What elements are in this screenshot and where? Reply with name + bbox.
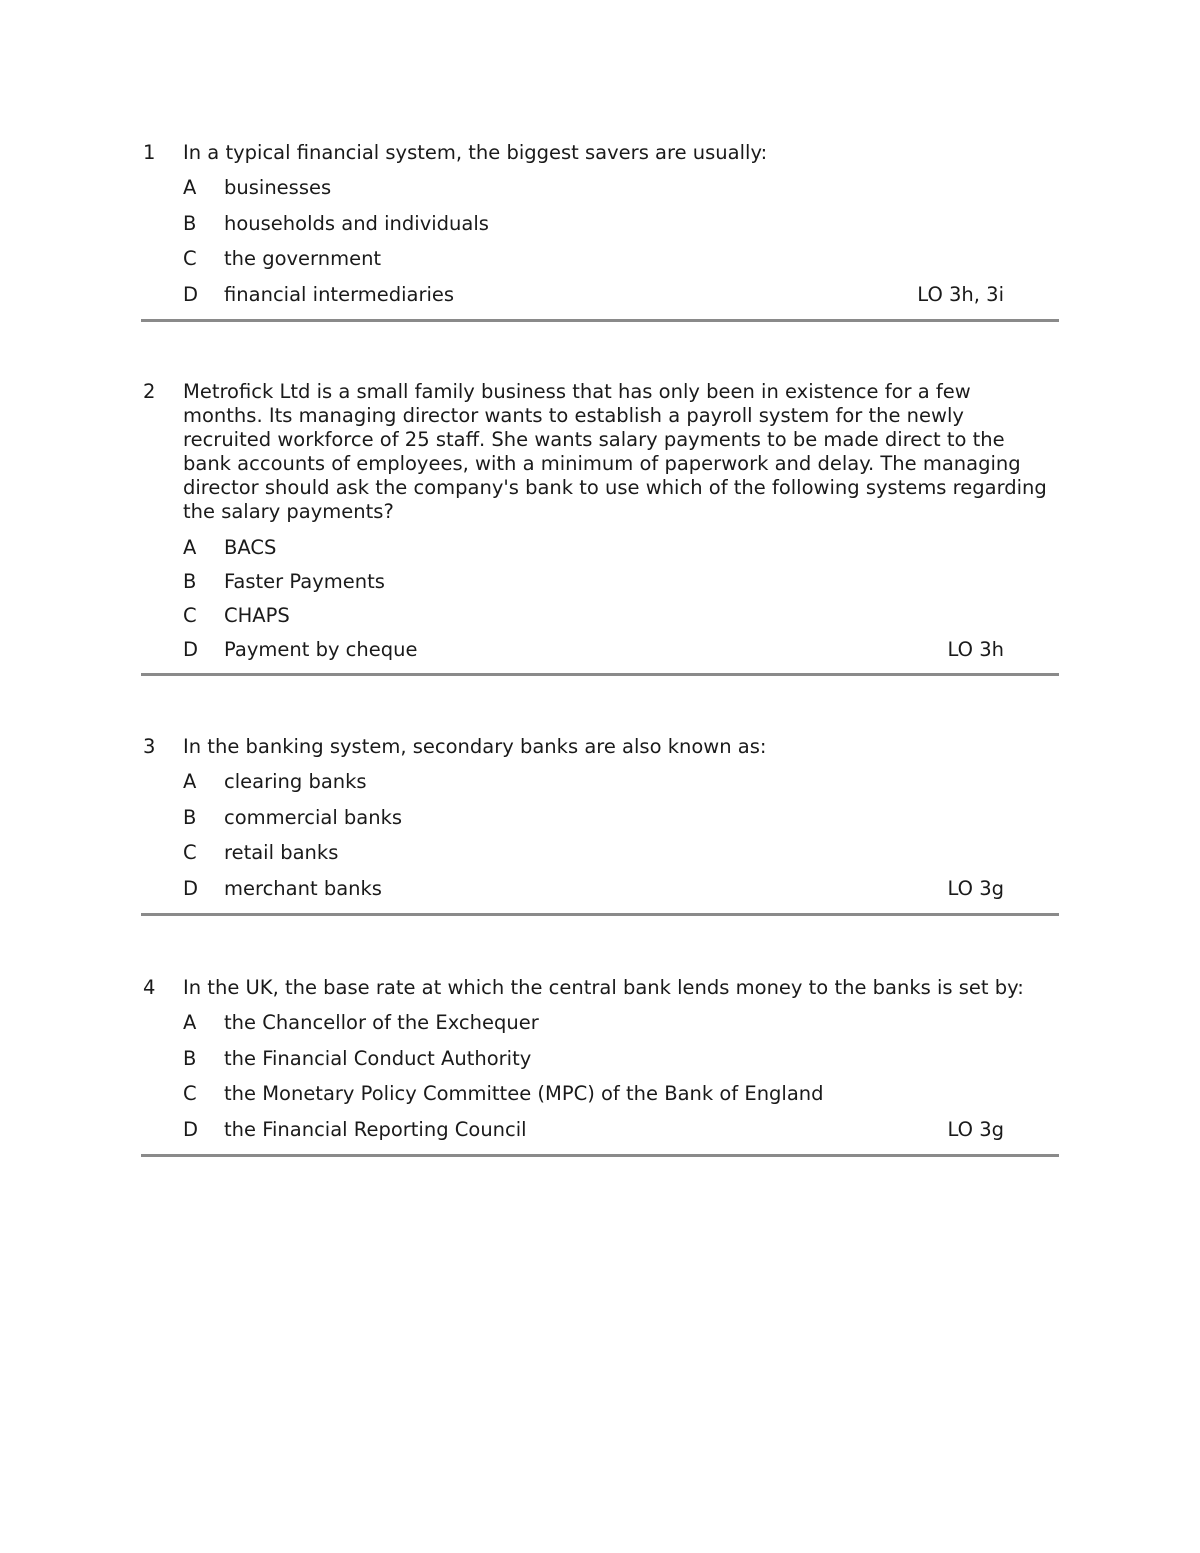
options-list bbox=[141, 1011, 1059, 1142]
option-letter: D bbox=[183, 1117, 199, 1141]
option-b bbox=[141, 570, 1059, 594]
question-number: 1 bbox=[143, 141, 156, 164]
options-list bbox=[141, 536, 1059, 662]
section-divider bbox=[141, 319, 1059, 322]
option-letter: C bbox=[183, 1082, 197, 1105]
option-text: clearing banks bbox=[224, 770, 367, 793]
question-stem bbox=[141, 976, 1059, 1000]
question-3 bbox=[141, 735, 1059, 901]
options-list bbox=[141, 176, 1059, 307]
option-d bbox=[141, 1118, 1059, 1142]
learning-outcome-ref: LO 3h bbox=[947, 638, 1004, 661]
option-c bbox=[141, 1082, 1059, 1106]
option-text: commercial banks bbox=[224, 805, 403, 829]
option-text: Payment by cheque bbox=[224, 638, 418, 661]
option-d bbox=[141, 638, 1059, 662]
option-letter: A bbox=[183, 770, 197, 793]
option-b bbox=[141, 212, 1059, 236]
option-text: retail banks bbox=[224, 841, 339, 864]
option-a bbox=[141, 176, 1059, 200]
question-stem bbox=[141, 380, 1059, 524]
option-letter: D bbox=[183, 876, 199, 900]
option-text: the Monetary Policy Committee (MPC) of the Bank of England bbox=[224, 1082, 824, 1105]
option-text: the Financial Conduct Authority bbox=[224, 1046, 532, 1070]
option-letter: A bbox=[183, 176, 197, 199]
question-text: In a typical financial system, the biggest savers are usually: bbox=[183, 141, 768, 164]
option-b bbox=[141, 806, 1059, 830]
question-number: 3 bbox=[143, 735, 156, 758]
option-letter: C bbox=[183, 247, 197, 270]
option-letter: B bbox=[183, 570, 197, 593]
option-c bbox=[141, 247, 1059, 271]
option-text: financial intermediaries bbox=[224, 282, 455, 306]
option-letter: A bbox=[183, 1011, 197, 1034]
question-text: Metrofick Ltd is a small family business that has only been in existence for a few months. Its managing director wants to establish a payroll system for the newly recruited workforce of 25 staff. She wants salary payments to be made direct to the bank accounts of employees, with a minimum of paperwork and delay. The managing director should ask the company's bank to use which of the following systems regarding the salary payments? bbox=[183, 380, 1047, 523]
option-a bbox=[141, 536, 1059, 560]
learning-outcome-ref: LO 3h, 3i bbox=[917, 282, 1004, 306]
question-number: 4 bbox=[143, 976, 156, 999]
option-text: merchant banks bbox=[224, 876, 382, 900]
question-4 bbox=[141, 976, 1059, 1142]
option-text: BACS bbox=[224, 536, 277, 559]
options-list bbox=[141, 770, 1059, 901]
option-a bbox=[141, 1011, 1059, 1035]
option-text: households and individuals bbox=[224, 211, 489, 235]
option-d bbox=[141, 283, 1059, 307]
learning-outcome-ref: LO 3g bbox=[947, 1117, 1004, 1141]
option-text: businesses bbox=[224, 176, 332, 199]
option-letter: C bbox=[183, 604, 197, 627]
option-text: the Financial Reporting Council bbox=[224, 1117, 527, 1141]
question-stem bbox=[141, 735, 1059, 759]
option-letter: B bbox=[183, 1046, 197, 1070]
option-letter: C bbox=[183, 841, 197, 864]
question-text: In the UK, the base rate at which the central bank lends money to the banks is set by: bbox=[183, 976, 1024, 999]
option-b bbox=[141, 1047, 1059, 1071]
question-text: In the banking system, secondary banks are also known as: bbox=[183, 735, 767, 758]
option-a bbox=[141, 770, 1059, 794]
option-text: the Chancellor of the Exchequer bbox=[224, 1011, 539, 1034]
option-text: the government bbox=[224, 247, 382, 270]
option-c bbox=[141, 604, 1059, 628]
section-divider bbox=[141, 1154, 1059, 1157]
option-c bbox=[141, 841, 1059, 865]
option-letter: A bbox=[183, 536, 197, 559]
question-number: 2 bbox=[143, 380, 156, 403]
option-letter: D bbox=[183, 282, 199, 306]
option-text: CHAPS bbox=[224, 604, 290, 627]
question-stem bbox=[141, 141, 1059, 165]
option-letter: B bbox=[183, 805, 197, 829]
option-d bbox=[141, 877, 1059, 901]
learning-outcome-ref: LO 3g bbox=[947, 876, 1004, 900]
section-divider bbox=[141, 913, 1059, 916]
option-letter: B bbox=[183, 211, 197, 235]
question-1 bbox=[141, 141, 1059, 307]
question-2 bbox=[141, 380, 1059, 662]
section-divider bbox=[141, 673, 1059, 676]
option-letter: D bbox=[183, 638, 199, 661]
option-text: Faster Payments bbox=[224, 570, 385, 593]
